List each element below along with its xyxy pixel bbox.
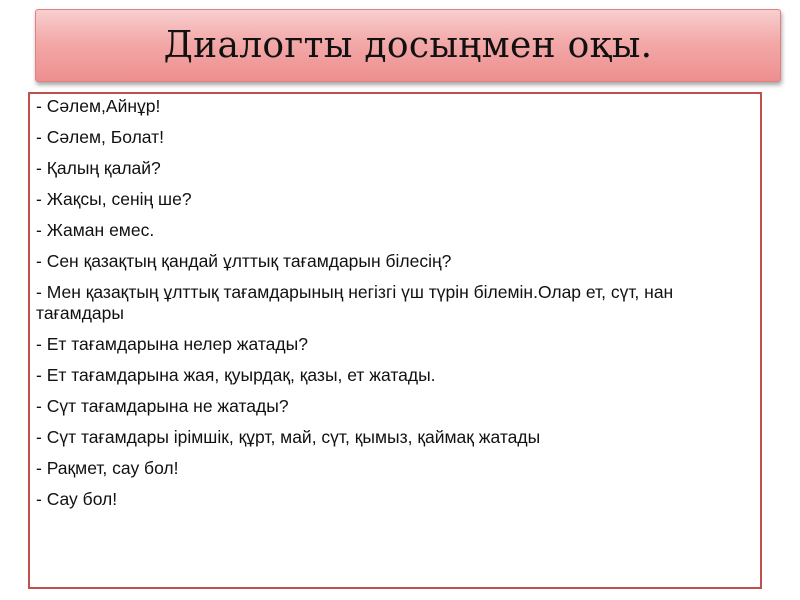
slide-title: Диалогты досыңмен оқы. xyxy=(163,25,653,66)
dialog-line: - Сәлем, Болат! xyxy=(36,127,165,147)
dialog-line: - Ет тағамдарына жая, қуырдақ, қазы, ет жатады. xyxy=(36,365,436,385)
dialog-line: - Рақмет, сау бол! xyxy=(36,458,179,478)
dialog-line: - Жақсы, сенің ше? xyxy=(36,189,192,209)
dialog-line: - Мен қазақтың ұлттық тағамдарының негізгі үш түрін білемін.Олар ет, сүт, нан тағамдары xyxy=(36,282,674,323)
title-banner xyxy=(35,9,781,82)
dialog-line: - Сен қазақтың қандай ұлттық тағамдарын білесің? xyxy=(36,251,452,271)
dialog-line: - Сәлем,Айнұр! xyxy=(36,96,161,116)
dialog-line: - Ет тағамдарына нелер жатады? xyxy=(36,334,308,354)
dialog-line: - Сүт тағамдарына не жатады? xyxy=(36,396,289,416)
dialog-line: - Жаман емес. xyxy=(36,220,155,240)
dialog-box xyxy=(28,92,762,589)
dialog-line: - Сау бол! xyxy=(36,489,118,509)
dialog-line: - Сүт тағамдары ірімшік, құрт, май, сүт, қымыз, қаймақ жатады xyxy=(36,427,541,447)
dialog-list xyxy=(36,96,752,510)
dialog-line: - Қалың қалай? xyxy=(36,158,161,178)
